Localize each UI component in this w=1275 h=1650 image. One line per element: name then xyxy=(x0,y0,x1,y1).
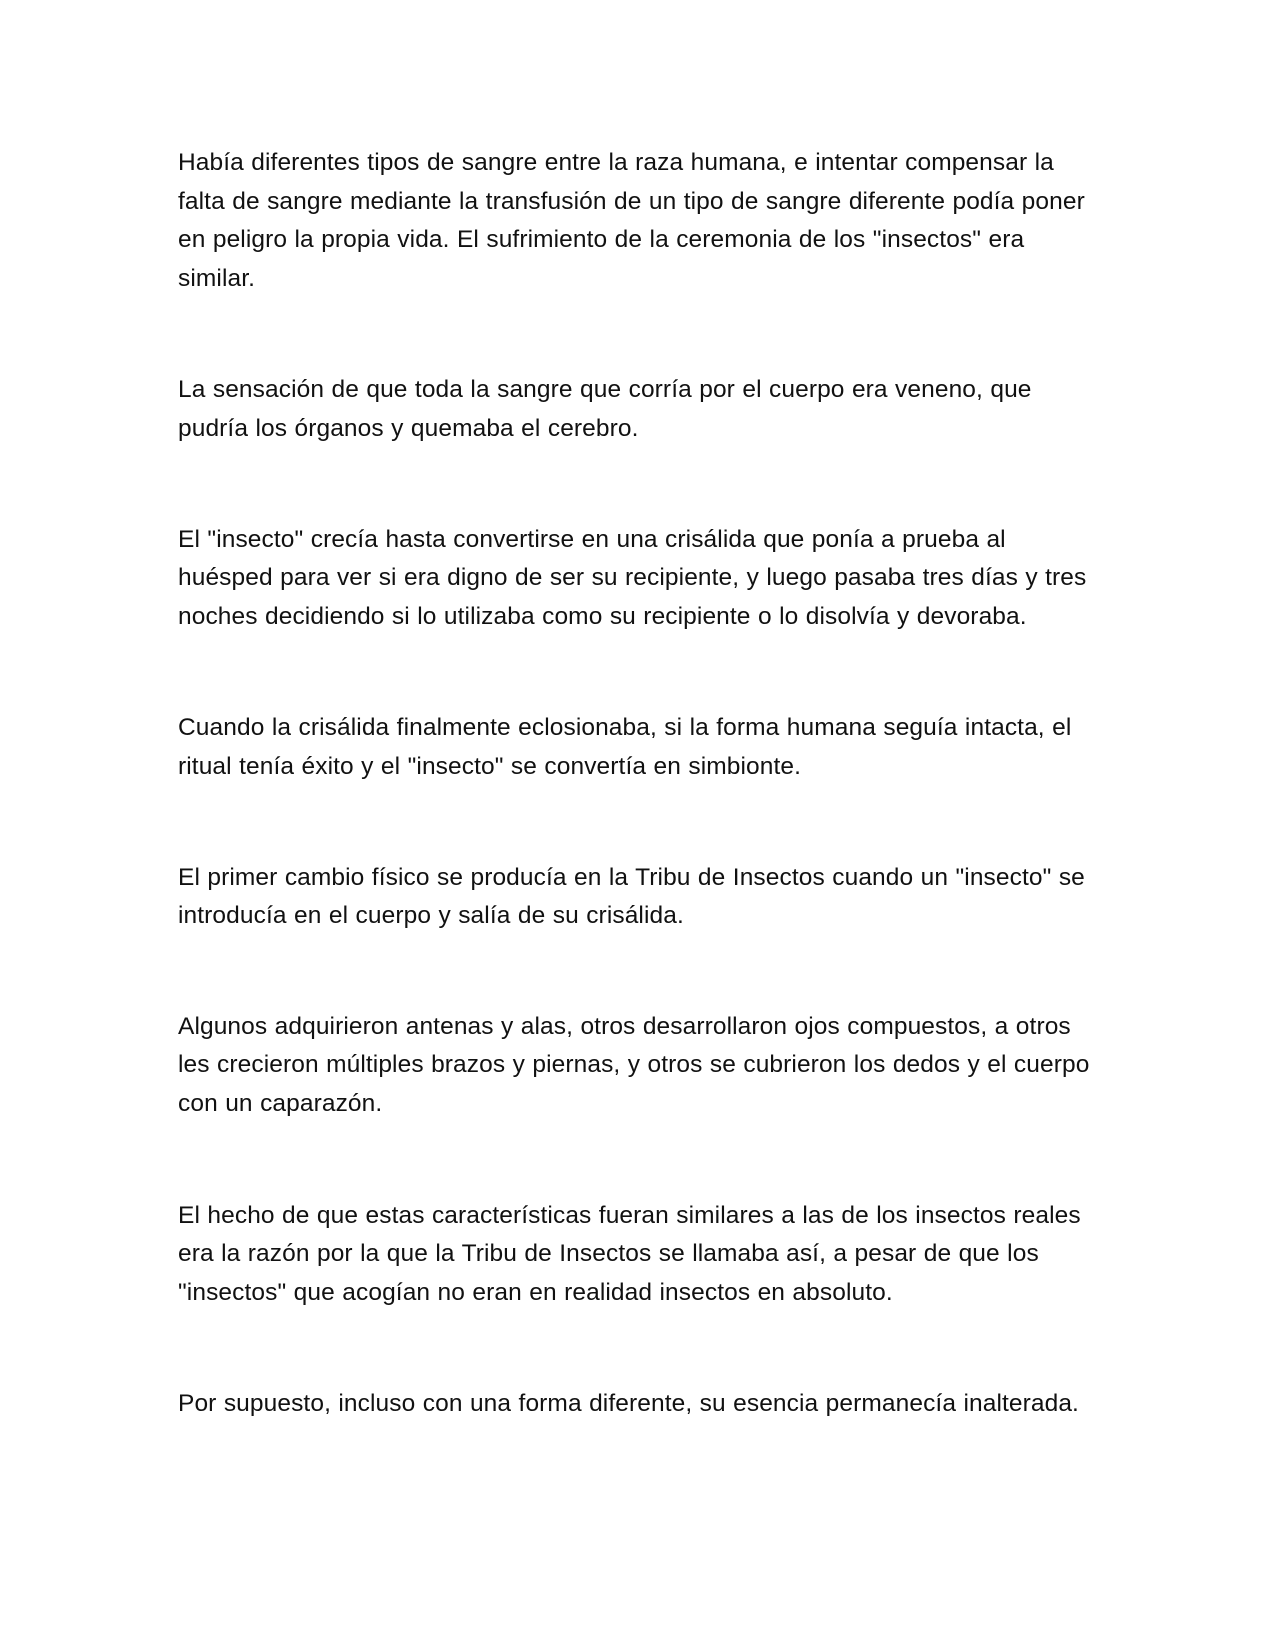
paragraph-8: Por supuesto, incluso con una forma diferente, su esencia permanecía inalterada. xyxy=(178,1390,1079,1418)
paragraph-7: El hecho de que estas características fueran similares a las de los insectos reales era la razón por la que la Tribu de Insectos se llamaba así, a pesar de que los "insectos" que acogían no eran en realidad insectos en absoluto. xyxy=(178,1201,1081,1306)
paragraph-1: Había diferentes tipos de sangre entre la raza humana, e intentar compensar la falta de sangre mediante la transfusión de un tipo de sangre diferente podía poner en peligro la propia vida. El sufrimiento de la ceremonia de los "insectos" era similar. xyxy=(178,149,1085,292)
paragraph-2: La sensación de que toda la sangre que corría por el cuerpo era veneno, que pudría los órganos y quemaba el cerebro. xyxy=(178,376,1032,442)
paragraph-6: Algunos adquirieron antenas y alas, otros desarrollaron ojos compuestos, a otros les crecieron múltiples brazos y piernas, y otros se cubrieron los dedos y el cuerpo con un caparazón. xyxy=(178,1012,1090,1117)
document-body xyxy=(178,144,1098,1424)
paragraph-3: El "insecto" crecía hasta convertirse en una crisálida que ponía a prueba al huésped para ver si era digno de ser su recipiente, y luego pasaba tres días y tres noches decidiendo si lo utilizaba como su recipiente o lo disolvía y devoraba. xyxy=(178,525,1087,630)
paragraph-5: El primer cambio físico se producía en la Tribu de Insectos cuando un "insecto" se introducía en el cuerpo y salía de su crisálida. xyxy=(178,863,1085,930)
paragraph-4: Cuando la crisálida finalmente eclosionaba, si la forma humana seguía intacta, el ritual tenía éxito y el "insecto" se convertía en simbionte. xyxy=(178,714,1072,780)
